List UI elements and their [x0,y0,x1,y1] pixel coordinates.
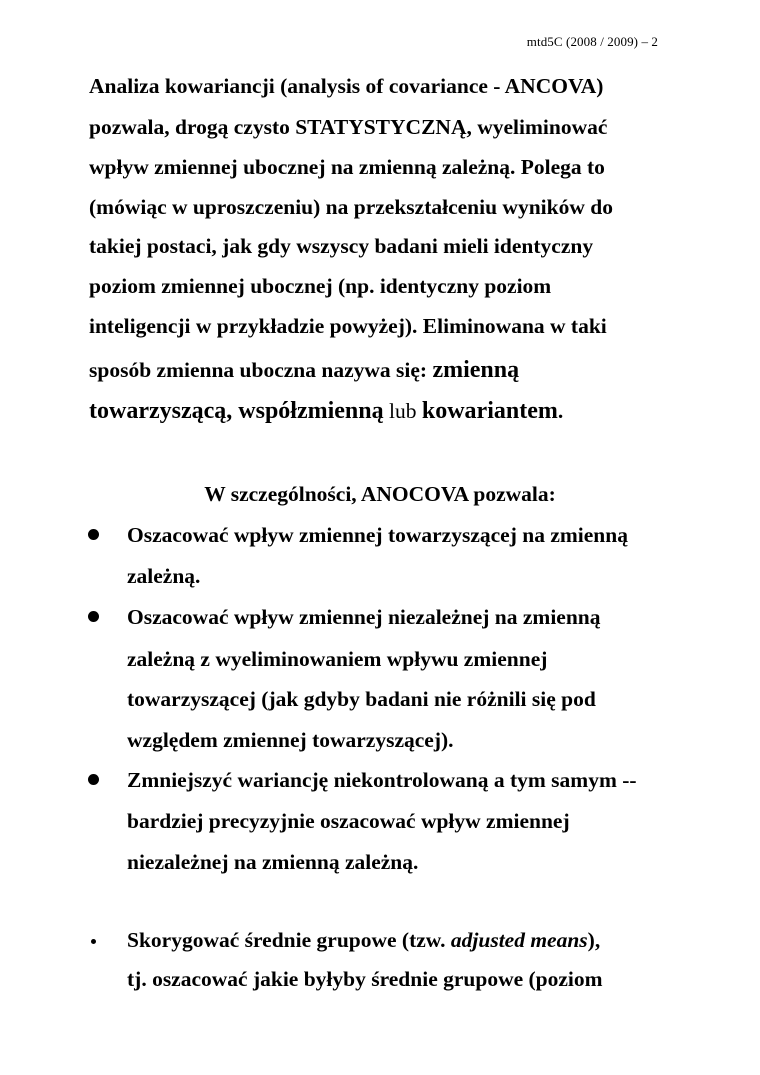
paragraph-line: takiej postaci, jak gdy wszyscy badani mieli identyczny [89,234,594,258]
paragraph-text: lub [383,399,422,423]
paragraph-line: inteligencji w przykładzie powyżej). Eliminowana w taki [89,314,607,338]
paragraph-text: . [557,399,564,423]
list-item-line: względem zmiennej towarzyszącej). [127,728,454,752]
paragraph-line: (mówiąc w uproszczeniu) na przekształceniu wyników do [89,195,613,219]
paragraph-text: sposób zmienna uboczna nazywa się: [89,358,433,382]
list-item-line: zależną. [127,564,201,588]
key-term: kowariantem [421,398,558,424]
list-item-text: Skorygować średnie grupowe (tzw. [127,928,451,952]
list-item-line: Oszacować wpływ zmiennej niezależnej na zmienną [127,605,601,629]
bullet-icon [91,939,96,944]
paragraph-line [89,399,563,423]
paragraph-line: wpływ zmiennej ubocznej na zmienną zależną. Polega to [89,155,605,179]
page-header: mtd5C (2008 / 2009) – 2 [526,34,658,49]
list-item-line: Zmniejszyć wariancję niekontrolowaną a tym samym -- [127,768,637,792]
list-item-line: towarzyszącej (jak gdyby badani nie różnili się pod [127,687,596,711]
paragraph-line [89,358,519,382]
paragraph-line: poziom zmiennej ubocznej (np. identyczny poziom [89,274,552,298]
list-item-line: zależną z wyeliminowaniem wpływu zmiennej [127,647,548,671]
list-item-line [127,930,600,952]
list-item-line: bardziej precyzyjnie oszacować wpływ zmiennej [127,809,570,833]
bullet-icon [88,529,99,540]
paragraph-line: Analiza kowariancji (analysis of covariance - ANCOVA) [89,74,604,98]
list-item-line: niezależnej na zmienną zależną. [127,850,419,874]
bullet-icon [88,611,99,622]
paragraph-line: pozwala, drogą czysto STATYSTYCZNĄ, wyeliminować [89,115,608,139]
section-title: W szczególności, ANOCOVA pozwala: [204,482,556,506]
key-term: zmienną [432,357,520,383]
bullet-icon [88,774,99,785]
italic-term: adjusted means [450,928,588,952]
list-item-line: Oszacować wpływ zmiennej towarzyszącej na zmienną [127,523,628,547]
list-item-text: ), [587,928,601,952]
key-term: towarzyszącą, współzmienną [89,398,384,424]
list-item-line: tj. oszacować jakie byłyby średnie grupowe (poziom [127,967,603,991]
